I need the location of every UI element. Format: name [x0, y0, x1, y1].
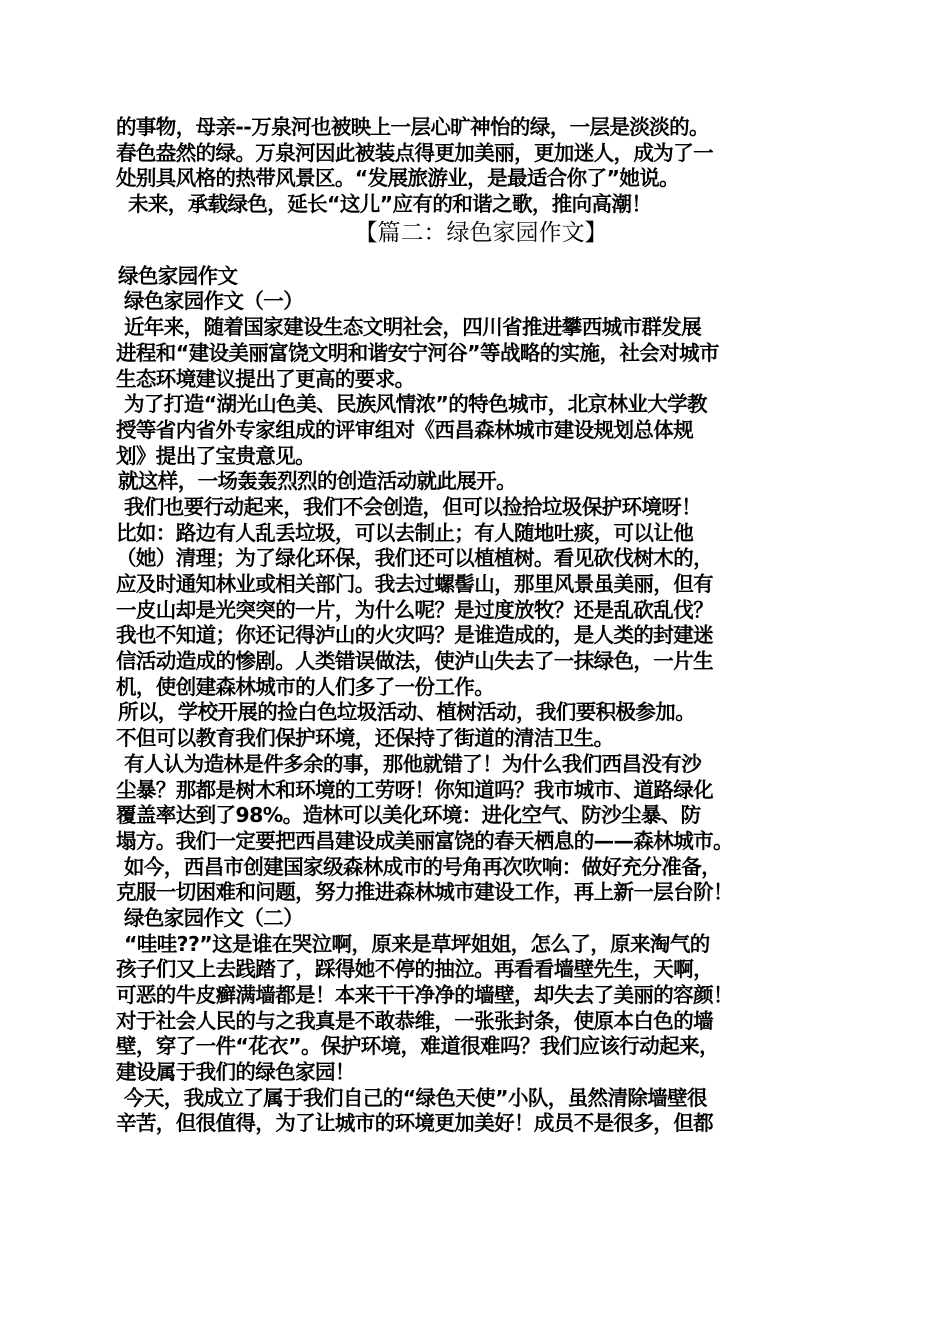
paragraph-line: 一皮山却是光突突的一片，为什么呢？是过度放牧？还是乱砍乱伐？: [116, 597, 713, 622]
paragraph-line: 塌方。我们一定要把西昌建设成美丽富饶的春天栖息的——森林城市。: [116, 828, 733, 853]
paragraph-line: 不但可以教育我们保护环境，还保持了街道的清洁卫生。: [116, 726, 614, 751]
text-line: 春色盎然的绿。万泉河因此被装点得更加美丽，更加迷人，成为了一: [116, 140, 713, 165]
paragraph-line: 我也不知道；你还记得泸山的火灾吗？是谁造成的，是人类的封建迷: [116, 623, 713, 648]
text-line: 的事物，母亲--万泉河也被映上一层心旷神怡的绿，一层是淡淡的。: [116, 115, 709, 139]
paragraph-line: 覆盖率达到了98%。造林可以美化环境：进化空气、防沙尘暴、防: [116, 803, 701, 828]
paragraph-line: 信活动造成的惨剧。人类错误做法，使泸山失去了一抹绿色，一片生: [116, 649, 713, 674]
document-page: [116, 115, 846, 1137]
paragraph-line: 壁，穿了一件“花衣”。保护环境，难道很难吗？我们应该行动起来，: [116, 1034, 719, 1059]
paragraph-line: “哇哇??”这是谁在哭泣啊，原来是草坪姐姐，怎么了，原来淘气的: [124, 931, 710, 956]
paragraph-line: 辛苦，但很值得，为了让城市的环境更加美好！成员不是很多，但都: [116, 1111, 713, 1136]
paragraph-line: 就这样，一场轰轰烈烈的创造活动就此展开。: [118, 469, 516, 494]
section-heading: 【篇二：绿色家园作文】: [354, 219, 608, 246]
paragraph-line: 划》提出了宝贵意见。: [116, 443, 315, 468]
paragraph-line: 今天，我成立了属于我们自己的“绿色天使”小队，虽然清除墙壁很: [124, 1085, 707, 1110]
paragraph-line: 应及时通知林业或相关部门。我去过螺髻山，那里风景虽美丽，但有: [116, 572, 713, 596]
paragraph-line: 比如：路边有人乱丢垃圾，可以去制止；有人随地吐痰，可以让他: [116, 520, 694, 545]
essay-subtitle: 绿色家园作文（二）: [124, 905, 304, 930]
paragraph-line: 所以，学校开展的捡白色垃圾活动、植树活动，我们要积极参加。: [118, 700, 696, 725]
paragraph-line: 进程和“建设美丽富饶文明和谐安宁河谷”等战略的实施，社会对城市: [116, 340, 719, 365]
paragraph-line: 有人认为造林是件多余的事，那他就错了！为什么我们西昌没有沙: [124, 751, 702, 776]
paragraph-line: 对于社会人民的与之我真是不敢恭维，一张张封条，使原本白色的墙: [116, 1008, 713, 1033]
paragraph-line: 克服一切困难和问题，努力推进森林城市建设工作，再上新一层台阶！: [116, 880, 733, 905]
paragraph-line: 如今，西昌市创建国家级森林成市的号角再次吹响：做好充分准备，: [124, 854, 721, 879]
paragraph-line: 机，使创建森林城市的人们多了一份工作。: [116, 674, 495, 699]
text-line: 未来，承载绿色，延长“这儿”应有的和谐之歌，推向高潮！: [128, 192, 652, 217]
paragraph-line: 近年来，随着国家建设生态文明社会，四川省推进攀西城市群发展: [124, 315, 702, 340]
paragraph-line: 为了打造“湖光山色美、民族风情浓”的特色城市，北京林业大学教: [124, 392, 707, 417]
paragraph-line: （她）清理；为了绿化环保，我们还可以植植树。看见砍伐树木的，: [116, 546, 713, 571]
essay-title: 绿色家园作文: [118, 263, 238, 288]
paragraph-line: 尘暴？那都是树木和环境的工劳呀！你知道吗？我市城市、道路绿化: [116, 777, 713, 802]
paragraph-line: 可恶的牛皮癣满墙都是！本来干干净净的墙壁，却失去了美丽的容颜！: [116, 983, 733, 1007]
paragraph-line: 生态环境建议提出了更高的要求。: [116, 366, 415, 391]
paragraph-line: 孩子们又上去践踏了，踩得她不停的抽泣。再看看墙壁先生，天啊，: [116, 957, 713, 982]
essay-subtitle: 绿色家园作文（一）: [124, 289, 304, 314]
text-line: 处别具风格的热带风景区。“发展旅游业，是最适合你了”她说。: [116, 166, 680, 191]
paragraph-line: 建设属于我们的绿色家园！: [116, 1060, 355, 1085]
paragraph-line: 我们也要行动起来，我们不会创造，但可以捡拾垃圾保护环境呀！: [124, 494, 702, 519]
paragraph-line: 授等省内省外专家组成的评审组对《西昌森林城市建设规划总体规: [116, 417, 694, 442]
